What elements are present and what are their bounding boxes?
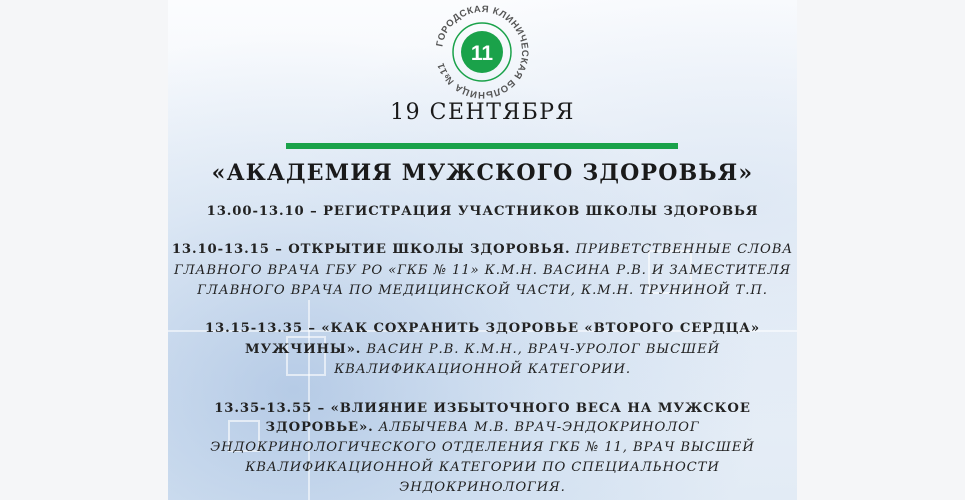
schedule-opening-line2: ГЛАВНОГО ВРАЧА ГБУ РО «ГКБ № 11» К.М.Н. ВАСИНА Р.В. И ЗАМЕСТИТЕЛЯ <box>173 263 792 278</box>
opening-description: ПРИВЕТСТВЕННЫЕ СЛОВА <box>570 242 794 257</box>
schedule-talk2-line3: ЭНДОКРИНОЛОГИЧЕСКОГО ОТДЕЛЕНИЯ ГКБ № 11, ВРАЧ ВЫСШЕЙ <box>210 440 755 455</box>
event-date: 19 СЕНТЯБРЯ <box>390 100 575 125</box>
schedule-opening-line3: ГЛАВНОГО ВРАЧА ПО МЕДИЦИНСКОЙ ЧАСТИ, К.М.Н. ТРУНИНОЙ Т.П. <box>197 283 768 298</box>
logo-center-mark: 11 <box>470 42 494 65</box>
talk2-speaker: АЛБЫЧЕВА М.В. ВРАЧ-ЭНДОКРИНОЛОГ <box>373 420 700 435</box>
opening-heading: 13.10-13.15 – ОТКРЫТИЕ ШКОЛЫ ЗДОРОВЬЯ. <box>171 242 571 257</box>
schedule-talk2-line5: ЭНДОКРИНОЛОГИЯ. <box>399 480 566 495</box>
schedule-talk1-line3: КВАЛИФИКАЦИОННОЙ КАТЕГОРИИ. <box>334 362 631 377</box>
schedule-talk2-line2 <box>168 420 797 435</box>
talk2-heading-end: ЗДОРОВЬЕ». <box>265 420 374 435</box>
event-title: «АКАДЕМИЯ МУЖСКОГО ЗДОРОВЬЯ» <box>211 160 754 186</box>
schedule-talk2-line4: КВАЛИФИКАЦИОННОЙ КАТЕГОРИИ ПО СПЕЦИАЛЬНОСТИ <box>245 460 720 475</box>
schedule-registration: 13.00-13.10 – РЕГИСТРАЦИЯ УЧАСТНИКОВ ШКОЛЫ ЗДОРОВЬЯ <box>206 204 759 219</box>
schedule-talk1-line2 <box>168 342 797 357</box>
logo-ring-text: ГОРОДСКАЯ КЛИНИЧЕСКАЯ БОЛЬНИЦА №11 <box>434 4 530 100</box>
schedule-talk2-line1: 13.35-13.55 – «ВЛИЯНИЕ ИЗБЫТОЧНОГО ВЕСА НА МУЖСКОЕ <box>214 401 751 416</box>
accent-divider <box>286 143 678 149</box>
schedule-talk1-line1: 13.15-13.35 – «КАК СОХРАНИТЬ ЗДОРОВЬЕ «ВТОРОГО СЕРДЦА» <box>204 321 761 336</box>
hospital-logo <box>434 4 530 100</box>
schedule-opening-line1 <box>168 242 797 257</box>
talk1-speaker: ВАСИН Р.В. К.М.Н., ВРАЧ-УРОЛОГ ВЫСШЕЙ <box>361 342 721 357</box>
event-poster <box>168 0 797 500</box>
talk1-heading-end: МУЖЧИНЫ». <box>244 342 362 357</box>
